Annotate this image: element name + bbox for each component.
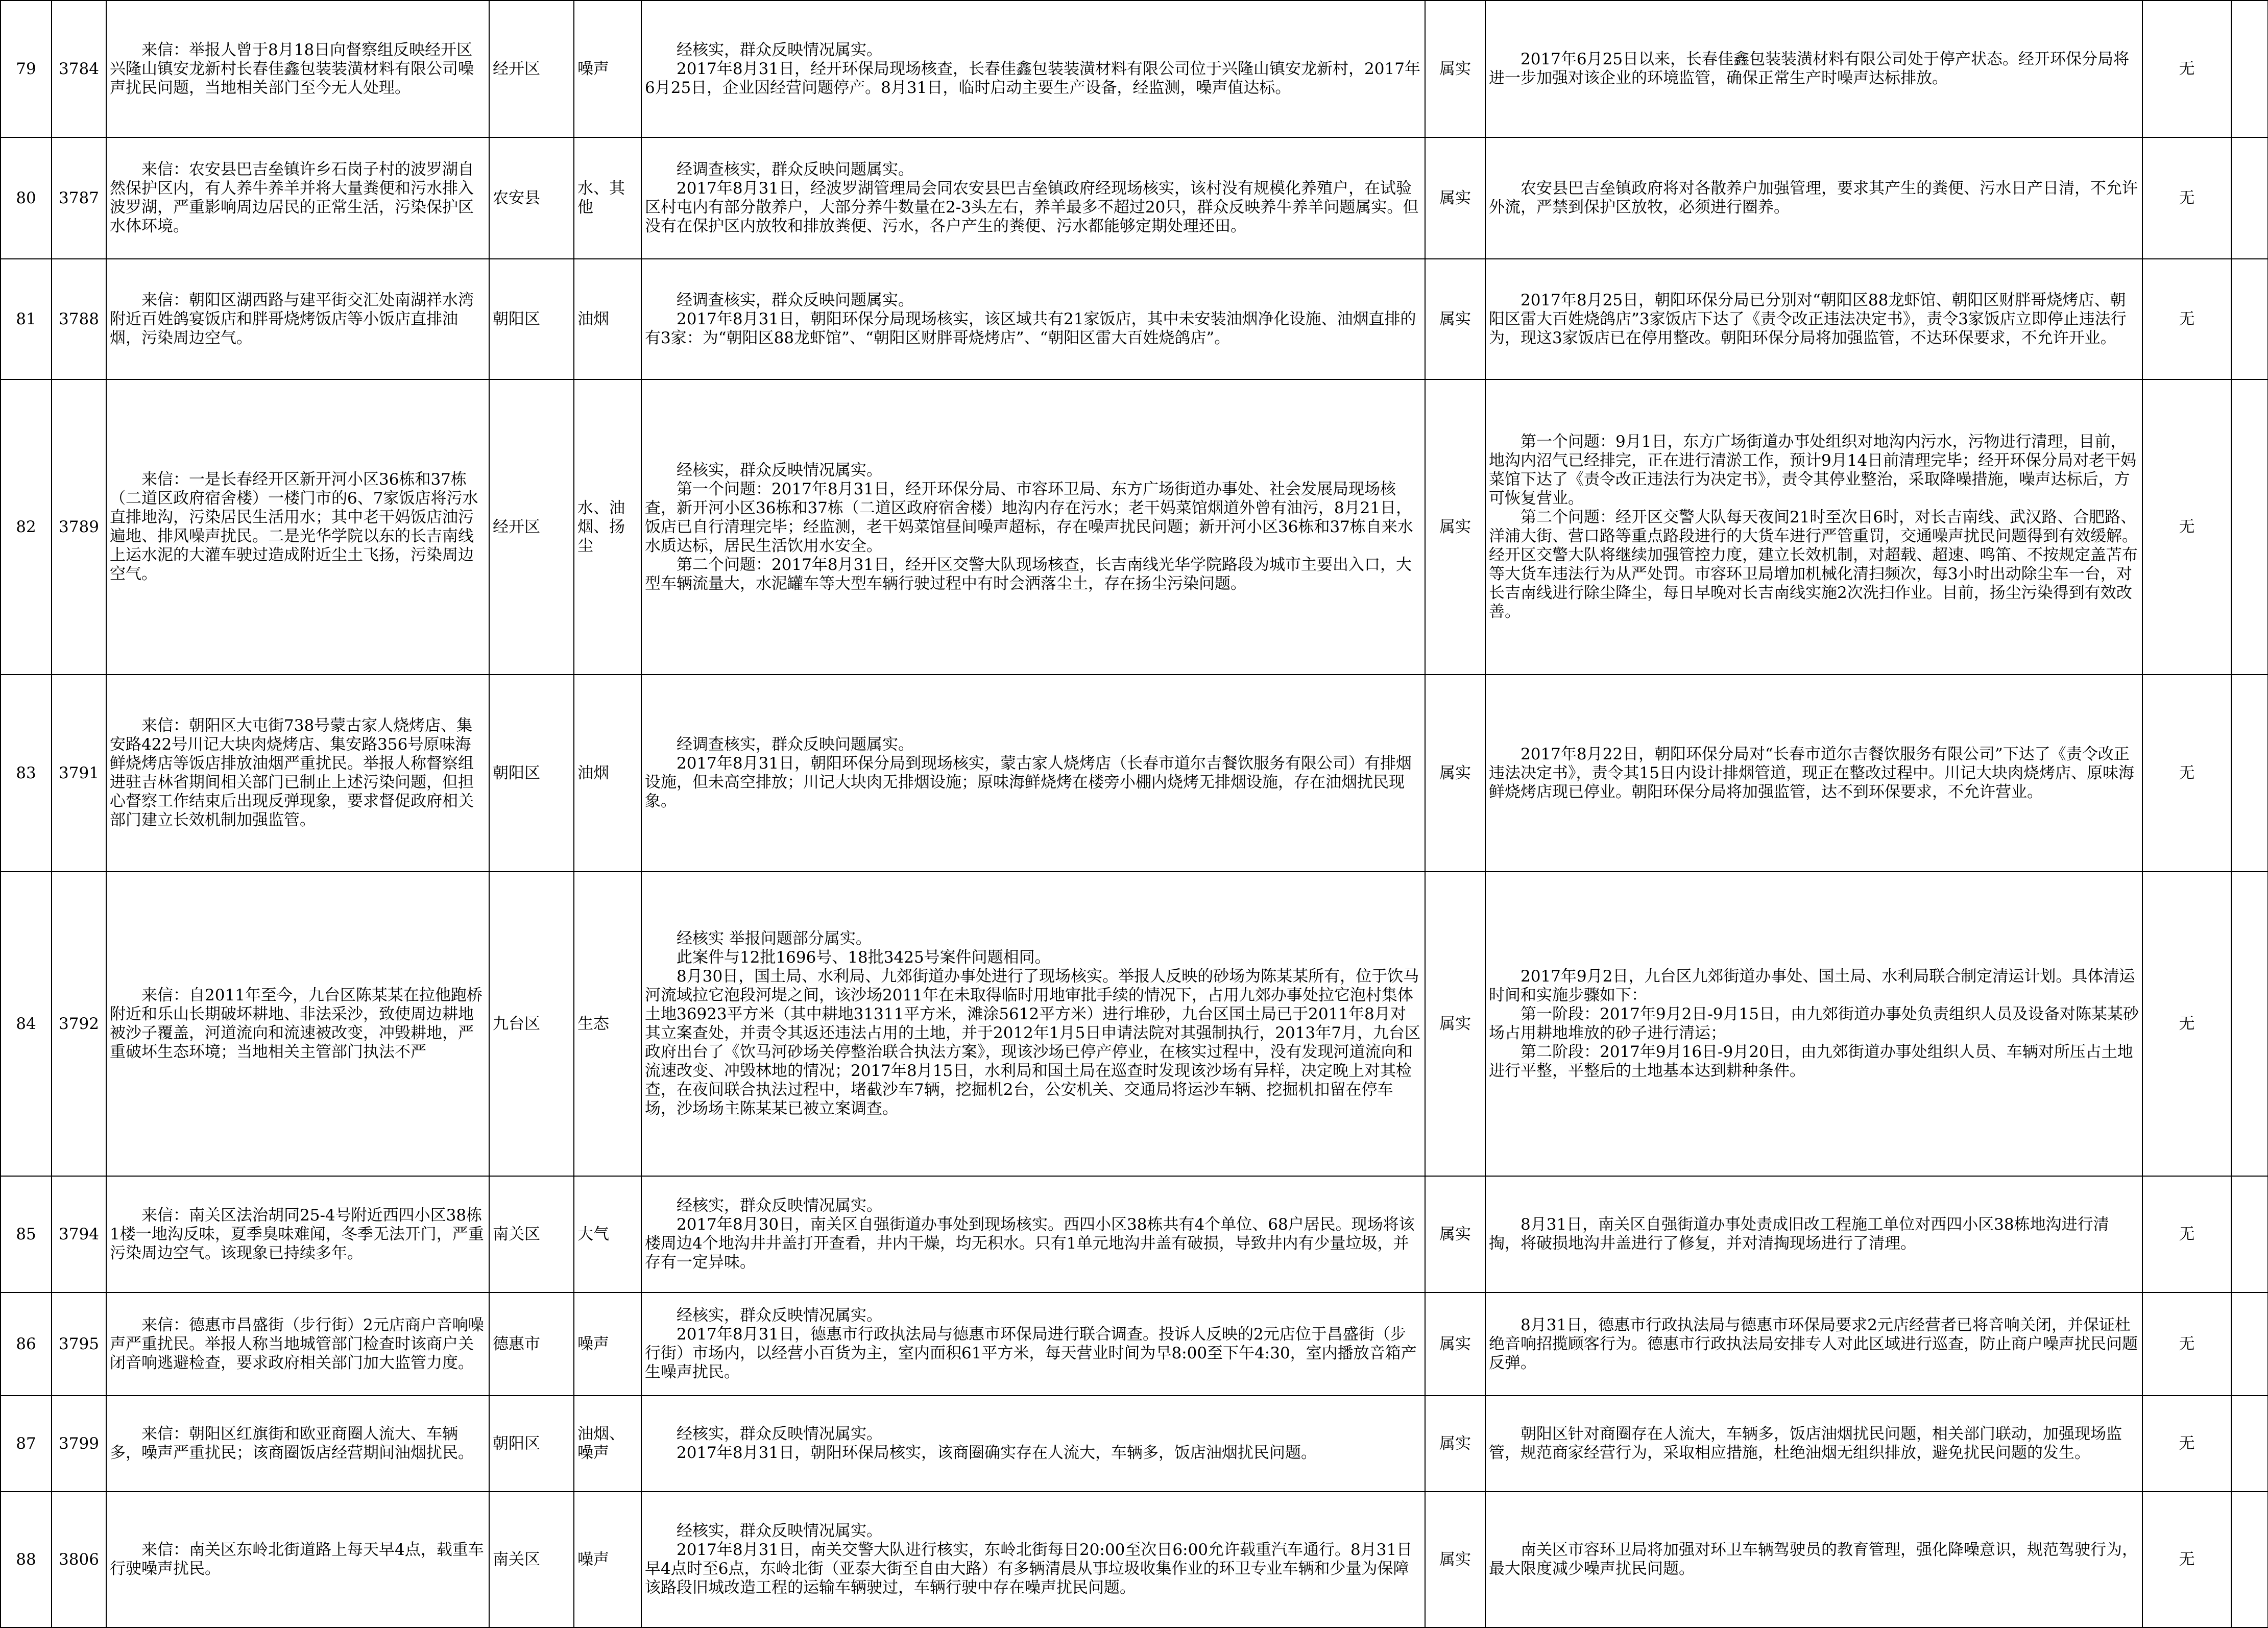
seq-cell: 88: [1, 1492, 52, 1627]
pollution-type-cell: 油烟、噪声: [574, 1396, 641, 1492]
case-id-cell: 3792: [52, 872, 106, 1176]
blank-cell: [2231, 137, 2268, 259]
investigation-cell: 经核实，群众反映情况属实。 2017年8月31日，德惠市行政执法局与德惠市环保局进行联合调查。投诉人反映的2元店位于昌盛街（步行街）市场内，以经营小百货为主，室内面积61平方米，每天营业时间为早8:00至下午4:30，室内播放音箱产生噪声扰民。: [641, 1292, 1425, 1396]
seq-cell: 84: [1, 872, 52, 1176]
handling-cell: 8月31日，南关区自强街道办事处责成旧改工程施工单位对西四小区38栋地沟进行清掏，将破损地沟井盖进行了修复，并对清掏现场进行了清理。: [1485, 1176, 2142, 1292]
handling-cell: 2017年8月22日，朝阳环保分局对“长春市道尔吉餐饮服务有限公司”下达了《责令改正违法决定书》，责令其15日内设计排烟管道，现正在整改过程中。川记大块肉烧烤店、原味海鲜烧烤店现已停业。朝阳环保分局将加强监管，达不到环保要求，不允许营业。: [1485, 675, 2142, 872]
blank-cell: [2231, 1492, 2268, 1627]
blank-cell: [2231, 872, 2268, 1176]
complaint-cell: 来信：南关区东岭北街道路上每天早4点，载重车行驶噪声扰民。: [106, 1492, 489, 1627]
verified-cell: 属实: [1425, 1176, 1485, 1292]
investigation-cell: 经核实，群众反映情况属实。 2017年8月31日，经开环保局现场核查，长春佳鑫包装装潢材料有限公司位于兴隆山镇安龙新村，2017年6月25日，企业因经营问题停产。8月31日，临时启动主要生产设备，经监测，噪声值达标。: [641, 1, 1425, 137]
verified-cell: 属实: [1425, 137, 1485, 259]
verified-cell: 属实: [1425, 1492, 1485, 1627]
verified-cell: 属实: [1425, 872, 1485, 1176]
seq-cell: 87: [1, 1396, 52, 1492]
verified-cell: 属实: [1425, 1396, 1485, 1492]
accountability-cell: 无: [2142, 1396, 2231, 1492]
complaint-cell: 来信：朝阳区红旗街和欧亚商圈人流大、车辆多，噪声严重扰民；该商圈饭店经营期间油烟扰民。: [106, 1396, 489, 1492]
case-id-cell: 3791: [52, 675, 106, 872]
investigation-cell: 经核实 举报问题部分属实。 此案件与12批1696号、18批3425号案件问题相同。 8月30日，国土局、水利局、九郊街道办事处进行了现场核实。举报人反映的砂场为陈某某所有，位于饮马河流域拉它泡段河堤之间，该沙场2011年在未取得临时用地审批手续的情况下，占用九郊办事处拉它泡村集体土地36923平方米（其中耕地31311平方米，滩涂5612平方米）进行堆砂，九台区国土局已于2011年8月对其立案查处，并责令其返还违法占用的土地，并于2012年1月5日申请法院对其强制执行，2013年7月，九台区政府出台了《饮马河砂场关停整治联合执法方案》，现该沙场已停产停业，在核实过程中，没有发现河道流向和流速改变、冲毁林地的情况；2017年8月15日，水利局和国土局在巡查时发现该沙场有异样，决定晚上对其检查，在夜间联合执法过程中，堵截沙车7辆，挖掘机2台，公安机关、交通局将运沙车辆、挖掘机扣留在停车场，沙场场主陈某某已被立案调查。: [641, 872, 1425, 1176]
pollution-type-cell: 大气: [574, 1176, 641, 1292]
verified-cell: 属实: [1425, 259, 1485, 379]
table-row: [1, 379, 2268, 675]
verified-cell: 属实: [1425, 1, 1485, 137]
district-cell: 朝阳区: [489, 675, 574, 872]
complaint-cell: 来信：南关区法治胡同25-4号附近西四小区38栋1楼一地沟反味，夏季臭味难闻，冬季无法开门，严重污染周边空气。该现象已持续多年。: [106, 1176, 489, 1292]
investigation-cell: 经调查核实，群众反映问题属实。 2017年8月31日，经波罗湖管理局会同农安县巴吉垒镇政府经现场核实，该村没有规模化养殖户，在试验区村屯内有部分散养户，大部分养牛数量在2-3头左右，养羊最多不超过20只，群众反映养牛养羊问题属实。但没有在保护区内放牧和排放粪便、污水，各户产生的粪便、污水都能够定期处理还田。: [641, 137, 1425, 259]
table-row: [1, 259, 2268, 379]
investigation-cell: 经核实，群众反映情况属实。 2017年8月31日，朝阳环保局核实，该商圈确实存在人流大，车辆多，饭店油烟扰民问题。: [641, 1396, 1425, 1492]
complaint-cell: 来信：一是长春经开区新开河小区36栋和37栋（二道区政府宿舍楼）一楼门市的6、7家饭店将污水直排地沟，污染居民生活用水；其中老干妈饭店油污遍地、排风噪声扰民。二是光华学院以东的长吉南线上运水泥的大灌车驶过造成附近尘土飞扬，污染周边空气。: [106, 379, 489, 675]
seq-cell: 85: [1, 1176, 52, 1292]
case-id-cell: 3788: [52, 259, 106, 379]
investigation-cell: 经核实，群众反映情况属实。 第一个问题：2017年8月31日，经开环保分局、市容环卫局、东方广场街道办事处、社会发展局现场核查，新开河小区36栋和37栋（二道区政府宿舍楼）地沟内存在污水；老干妈菜馆烟道外曾有油污，8月21日，饭店已自行清理完毕；经监测，老干妈菜馆昼间噪声超标，存在噪声扰民问题；新开河小区36栋和37栋自来水水质达标，居民生活饮用水安全。 第二个问题：2017年8月31日，经开区交警大队现场核查，长吉南线光华学院路段为城市主要出入口，大型车辆流量大，水泥罐车等大型车辆行驶过程中有时会洒落尘土，存在扬尘污染问题。: [641, 379, 1425, 675]
accountability-cell: 无: [2142, 1492, 2231, 1627]
handling-cell: 朝阳区针对商圈存在人流大，车辆多，饭店油烟扰民问题，相关部门联动，加强现场监管，规范商家经营行为，采取相应措施，杜绝油烟无组织排放，避免扰民问题的发生。: [1485, 1396, 2142, 1492]
blank-cell: [2231, 675, 2268, 872]
case-id-cell: 3787: [52, 137, 106, 259]
handling-cell: 南关区市容环卫局将加强对环卫车辆驾驶员的教育管理，强化降噪意识，规范驾驶行为，最大限度减少噪声扰民问题。: [1485, 1492, 2142, 1627]
district-cell: 朝阳区: [489, 259, 574, 379]
handling-cell: 2017年6月25日以来，长春佳鑫包装装潢材料有限公司处于停产状态。经开环保分局将进一步加强对该企业的环境监管，确保正常生产时噪声达标排放。: [1485, 1, 2142, 137]
handling-cell: 农安县巴吉垒镇政府将对各散养户加强管理，要求其产生的粪便、污水日产日清，不允许外流，严禁到保护区放牧，必须进行圈养。: [1485, 137, 2142, 259]
complaint-cell: 来信：德惠市昌盛街（步行街）2元店商户音响噪声严重扰民。举报人称当地城管部门检查时该商户关闭音响逃避检查，要求政府相关部门加大监管力度。: [106, 1292, 489, 1396]
district-cell: 经开区: [489, 1, 574, 137]
investigation-cell: 经调查核实，群众反映问题属实。 2017年8月31日，朝阳环保分局到现场核实，蒙古家人烧烤店（长春市道尔吉餐饮服务有限公司）有排烟设施，但未高空排放；川记大块肉无排烟设施；原味海鲜烧烤在楼旁小棚内烧烤无排烟设施，存在油烟扰民现象。: [641, 675, 1425, 872]
table-row: [1, 1292, 2268, 1396]
seq-cell: 86: [1, 1292, 52, 1396]
district-cell: 南关区: [489, 1176, 574, 1292]
seq-cell: 81: [1, 259, 52, 379]
case-id-cell: 3794: [52, 1176, 106, 1292]
investigation-cell: 经核实，群众反映情况属实。 2017年8月30日，南关区自强街道办事处到现场核实。西四小区38栋共有4个单位、68户居民。现场将该楼周边4个地沟井井盖打开查看，井内干燥，均无积水。只有1单元地沟井盖有破损，导致井内有少量垃圾，并存有一定异味。: [641, 1176, 1425, 1292]
handling-cell: 8月31日，德惠市行政执法局与德惠市环保局要求2元店经营者已将音响关闭，并保证杜绝音响招揽顾客行为。德惠市行政执法局安排专人对此区域进行巡查，防止商户噪声扰民问题反弹。: [1485, 1292, 2142, 1396]
complaint-cell: 来信：农安县巴吉垒镇许乡石岗子村的波罗湖自然保护区内，有人养牛养羊并将大量粪便和污水排入波罗湖，严重影响周边居民的正常生活，污染保护区水体环境。: [106, 137, 489, 259]
pollution-type-cell: 噪声: [574, 1292, 641, 1396]
verified-cell: 属实: [1425, 675, 1485, 872]
seq-cell: 80: [1, 137, 52, 259]
district-cell: 九台区: [489, 872, 574, 1176]
blank-cell: [2231, 1396, 2268, 1492]
blank-cell: [2231, 1176, 2268, 1292]
case-id-cell: 3789: [52, 379, 106, 675]
case-id-cell: 3806: [52, 1492, 106, 1627]
handling-cell: 2017年9月2日，九台区九郊街道办事处、国土局、水利局联合制定清运计划。具体清运时间和实施步骤如下： 第一阶段：2017年9月2日-9月15日，由九郊街道办事处负责组织人员及设备对陈某某砂场占用耕地堆放的砂子进行清运； 第二阶段：2017年9月16日-9月20日，由九郊街道办事处组织人员、车辆对所压占土地进行平整，平整后的土地基本达到耕种条件。: [1485, 872, 2142, 1176]
district-cell: 朝阳区: [489, 1396, 574, 1492]
blank-cell: [2231, 1292, 2268, 1396]
accountability-cell: 无: [2142, 379, 2231, 675]
seq-cell: 83: [1, 675, 52, 872]
complaint-cell: 来信：自2011年至今，九台区陈某某在拉他跑桥附近和乐山长期破坏耕地、非法采沙，致使周边耕地被沙子覆盖，河道流向和流速被改变，冲毁耕地，严重破坏生态环境；当地相关主管部门执法不严: [106, 872, 489, 1176]
seq-cell: 82: [1, 379, 52, 675]
blank-cell: [2231, 259, 2268, 379]
pollution-type-cell: 生态: [574, 872, 641, 1176]
pollution-type-cell: 水、油烟、扬尘: [574, 379, 641, 675]
pollution-type-cell: 噪声: [574, 1492, 641, 1627]
blank-cell: [2231, 1, 2268, 137]
district-cell: 经开区: [489, 379, 574, 675]
accountability-cell: 无: [2142, 675, 2231, 872]
investigation-cell: 经调查核实，群众反映问题属实。 2017年8月31日，朝阳环保分局现场核实，该区域共有21家饭店，其中未安装油烟净化设施、油烟直排的有3家：为“朝阳区88龙虾馆”、“朝阳区财胖哥烧烤店”、“朝阳区雷大百姓烧鸽店”。: [641, 259, 1425, 379]
accountability-cell: 无: [2142, 872, 2231, 1176]
case-id-cell: 3795: [52, 1292, 106, 1396]
table-row: [1, 1396, 2268, 1492]
handling-cell: 2017年8月25日，朝阳环保分局已分别对“朝阳区88龙虾馆、朝阳区财胖哥烧烤店、朝阳区雷大百姓烧鸽店”3家饭店下达了《责令改正违法决定书》，责令3家饭店立即停止违法行为，现这3家饭店已在停用整改。朝阳环保分局将加强监管，不达环保要求，不允许开业。: [1485, 259, 2142, 379]
verified-cell: 属实: [1425, 379, 1485, 675]
pollution-type-cell: 油烟: [574, 675, 641, 872]
complaint-cell: 来信：朝阳区湖西路与建平街交汇处南湖祥水湾附近百姓鸽宴饭店和胖哥烧烤饭店等小饭店直排油烟，污染周边空气。: [106, 259, 489, 379]
complaint-cell: 来信：举报人曾于8月18日向督察组反映经开区兴隆山镇安龙新村长春佳鑫包装装潢材料有限公司噪声扰民问题，当地相关部门至今无人处理。: [106, 1, 489, 137]
district-cell: 农安县: [489, 137, 574, 259]
case-id-cell: 3799: [52, 1396, 106, 1492]
pollution-type-cell: 水、其他: [574, 137, 641, 259]
pollution-type-cell: 油烟: [574, 259, 641, 379]
accountability-cell: 无: [2142, 1176, 2231, 1292]
handling-cell: 第一个问题：9月1日，东方广场街道办事处组织对地沟内污水，污物进行清理，目前，地沟内沼气已经排完，正在进行清淤工作，预计9月14日前清理完毕；经开环保分局对老干妈菜馆下达了《责令改正违法行为决定书》，责令其停业整治，采取降噪措施，噪声达标后，方可恢复营业。 第二个问题：经开区交警大队每天夜间21时至次日6时，对长吉南线、武汉路、合肥路、洋浦大街、营口路等重点路段进行的大货车进行严管重罚，交通噪声扰民问题得到有效缓解。经开区交警大队将继续加强管控力度，建立长效机制，对超载、超速、鸣笛、不按规定盖苫布等大货车违法行为从严处罚。市容环卫局增加机械化清扫频次，每3小时出动除尘车一台，对长吉南线进行除尘降尘，每日早晚对长吉南线实施2次洗扫作业。目前，扬尘污染得到有效改善。: [1485, 379, 2142, 675]
accountability-cell: 无: [2142, 1, 2231, 137]
complaint-cell: 来信：朝阳区大屯街738号蒙古家人烧烤店、集安路422号川记大块肉烧烤店、集安路356号原味海鲜烧烤店等饭店排放油烟严重扰民。举报人称督察组进驻吉林省期间相关部门已制止上述污染问题，但担心督察工作结束后出现反弹现象，要求督促政府相关部门建立长效机制加强监管。: [106, 675, 489, 872]
accountability-cell: 无: [2142, 1292, 2231, 1396]
table-row: [1, 1492, 2268, 1627]
verified-cell: 属实: [1425, 1292, 1485, 1396]
accountability-cell: 无: [2142, 137, 2231, 259]
seq-cell: 79: [1, 1, 52, 137]
district-cell: 德惠市: [489, 1292, 574, 1396]
table-row: [1, 675, 2268, 872]
table-row: [1, 872, 2268, 1176]
table-row: [1, 137, 2268, 259]
district-cell: 南关区: [489, 1492, 574, 1627]
blank-cell: [2231, 379, 2268, 675]
investigation-cell: 经核实，群众反映情况属实。 2017年8月31日，南关交警大队进行核实，东岭北街每日20:00至次日6:00允许载重汽车通行。8月31日早4点时至6点，东岭北街（亚泰大街至自由大路）有多辆清晨从事垃圾收集作业的环卫专业车辆和少量为保障该路段旧城改造工程的运输车辆驶过，车辆行驶中存在噪声扰民问题。: [641, 1492, 1425, 1627]
pollution-type-cell: 噪声: [574, 1, 641, 137]
table-row: [1, 1, 2268, 137]
accountability-cell: 无: [2142, 259, 2231, 379]
table-row: [1, 1176, 2268, 1292]
case-id-cell: 3784: [52, 1, 106, 137]
